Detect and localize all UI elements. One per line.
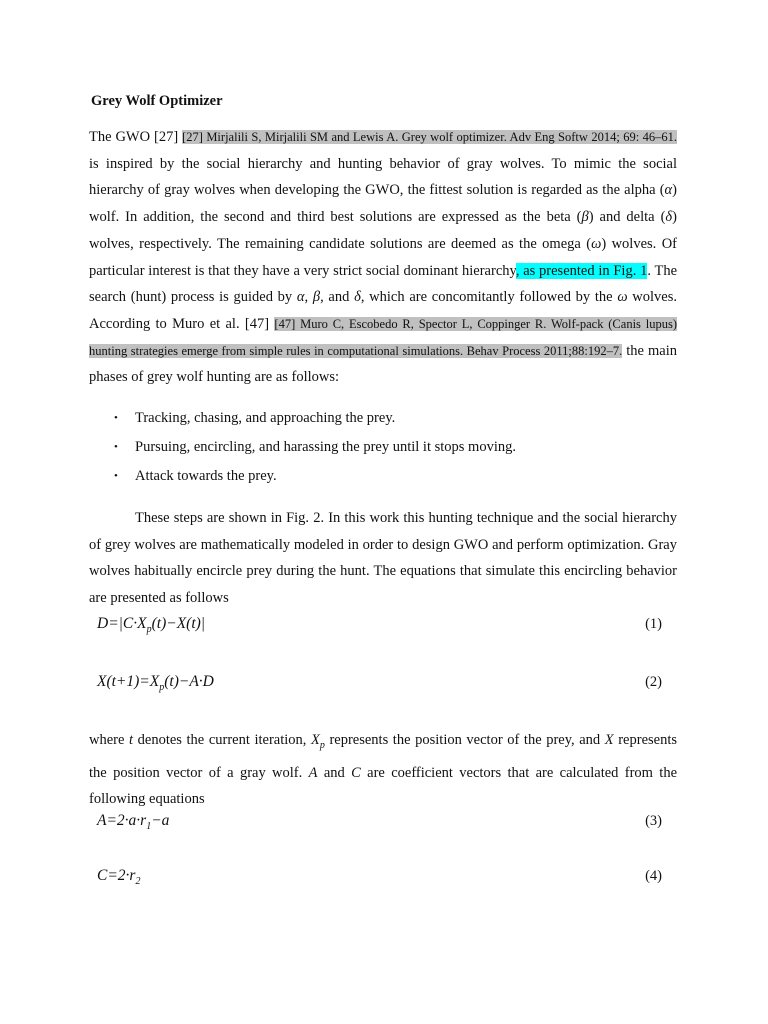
equation-2 xyxy=(97,673,214,693)
var-x: X xyxy=(604,732,614,748)
equation-number-1: (1) xyxy=(645,616,662,632)
text-run: , and xyxy=(320,289,355,306)
equation-part: X(t+1)=X xyxy=(97,673,160,690)
equation-part: (t)−A·D xyxy=(164,673,214,690)
omega-symbol: ω xyxy=(617,289,628,306)
equation-subscript: p xyxy=(159,682,165,694)
text-run: the main phases of grey wolf hunting are as follows: xyxy=(89,342,677,386)
encircling-paragraph: These steps are shown in Fig. 2. In this work this hunting technique and the social hierarchy of grey wolves are mathematically modeled in order to design GWO and perform optimization. Gray wolves habitually encircle prey during the hunt. The equations that simulate this encircling behavior are presented as follows xyxy=(89,510,677,607)
text-run: ) wolves. Of particular interest is that they have a very strict social dominant hierarchy xyxy=(89,235,677,279)
intro-paragraph xyxy=(89,124,677,391)
equation-number-3: (3) xyxy=(645,813,662,829)
list-item-text: Pursuing, encircling, and harassing the prey until it stops moving. xyxy=(135,439,516,455)
equation-part: −a xyxy=(151,812,170,829)
var-a: A xyxy=(308,764,318,781)
equation-number-2: (2) xyxy=(645,674,662,690)
text-run: . The search (hunt) process is guided by xyxy=(89,262,677,306)
text-run: , xyxy=(304,289,313,306)
text-run: ) wolves, respectively. The remaining candidate solutions are deemed as the omega ( xyxy=(89,209,677,252)
list-item xyxy=(89,433,677,462)
bullet-icon: • xyxy=(114,441,118,453)
delta-symbol: δ xyxy=(354,289,361,306)
omega-symbol: ω xyxy=(591,235,602,252)
alpha-symbol: α xyxy=(296,289,305,306)
var-subscript: p xyxy=(319,739,325,751)
equation-part: C=2·r xyxy=(97,867,136,884)
equation-part: D=|C·X xyxy=(97,615,147,632)
var-x: X xyxy=(311,732,320,748)
citation-27: [27] Mirjalili S, Mirjalili SM and Lewis A. Grey wolf optimizer. Adv Eng Softw 2014; 69: 46–61. xyxy=(182,130,677,144)
text-run: represents the position vector of a gray wolf. xyxy=(89,732,678,781)
text-run: represents the position vector of the prey, and xyxy=(324,732,605,748)
var-c: C xyxy=(351,764,361,781)
text-run: and xyxy=(317,764,352,781)
list-item xyxy=(89,404,677,433)
text-run: are coefficient vectors that are calculated from the following equations xyxy=(89,764,678,808)
bullet-icon: • xyxy=(114,470,118,482)
citation-47: [47] Muro C, Escobedo R, Spector L, Coppinger R. Wolf-pack (Canis lupus) hunting strategies emerge from simple rules in computational simulations. Behav Process 2011;88:192–7. xyxy=(89,316,677,358)
highlighted-fig-reference: , as presented in Fig. 1 xyxy=(515,262,648,279)
beta-symbol: β xyxy=(581,209,589,226)
text-run: where xyxy=(89,732,130,748)
beta-symbol: β xyxy=(312,289,321,306)
list-item-text: Attack towards the prey. xyxy=(135,468,277,484)
section-heading: Grey Wolf Optimizer xyxy=(91,93,223,109)
text-run: wolves. According to Muro et al. [47] xyxy=(89,289,677,332)
hunting-phases-list xyxy=(89,404,677,491)
equation-subscript: p xyxy=(146,624,152,636)
text-run: , which are concomitantly followed by the xyxy=(360,289,618,306)
equation-3 xyxy=(97,812,169,832)
equation-4 xyxy=(97,867,140,887)
var-xp xyxy=(311,732,325,751)
equation-number-4: (4) xyxy=(645,868,662,884)
variables-paragraph xyxy=(89,727,677,813)
list-item-text: Tracking, chasing, and approaching the prey. xyxy=(135,410,396,426)
equation-1 xyxy=(97,615,205,635)
text-run: The GWO [27] xyxy=(89,129,183,145)
text-run: ) wolf. In addition, the second and third best solutions are expressed as the beta ( xyxy=(89,182,677,226)
alpha-symbol: α xyxy=(664,182,673,199)
text-run: ) and delta ( xyxy=(588,209,666,226)
delta-symbol: δ xyxy=(665,209,673,226)
list-item xyxy=(89,462,677,491)
text-run: is inspired by the social hierarchy and hunting behavior of gray wolves. To mimic the social hierarchy of gray wolves when developing the GWO, the fittest solution is regarded as the alpha ( xyxy=(89,155,677,199)
equation-subscript: 1 xyxy=(146,821,152,833)
equation-part: A=2·a·r xyxy=(97,812,147,829)
text-run: denotes the current iteration, xyxy=(133,732,311,748)
var-t: t xyxy=(129,732,134,748)
equation-part: (t)−X(t)| xyxy=(151,615,206,632)
bullet-icon: • xyxy=(114,412,118,424)
equation-subscript: 2 xyxy=(135,876,141,888)
